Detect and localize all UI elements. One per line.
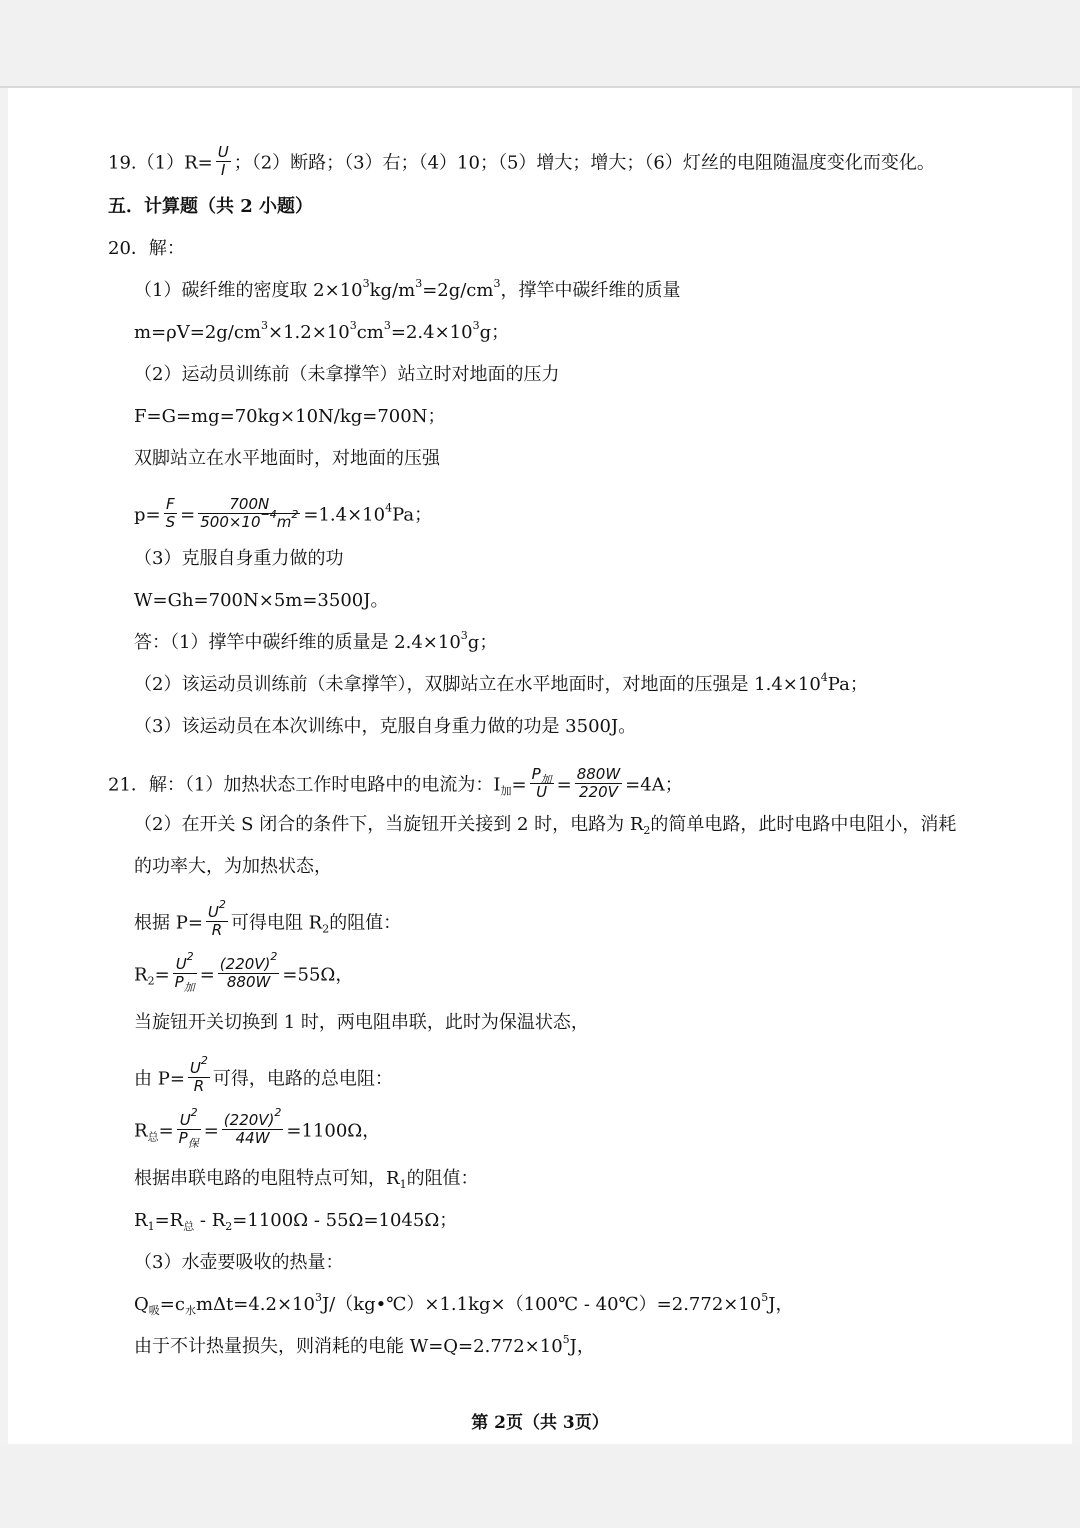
fraction-f-over-s: $\frac{F}{S}$	[165, 495, 176, 531]
q21-total-resistance-formula: $R_总=$ $\frac{U^2}{P_保}$ = $\frac{(220V)^2}{44W}$ =1100Ω，	[134, 1106, 381, 1150]
q20-pressure-text: 双脚站立在水平地面时，对地面的压强	[134, 448, 440, 469]
fraction-u2-over-r-2: $\frac{U^2}{R}$	[189, 1054, 208, 1095]
q21-keep-warm: 当旋钮开关切换到 1 时，两电阻串联，此时为保温状态，	[134, 1012, 589, 1033]
q20-work-formula: W=Gh=700N×5m=3500J。	[134, 590, 389, 611]
q19-answer-line	[108, 143, 935, 181]
page-footer: 第 2页（共 3页）	[471, 1413, 609, 1433]
fraction-u2-over-r: $\frac{U^2}{R}$	[207, 898, 226, 939]
q21-power-formula: 根据 P= $\frac{U^2}{R}$ 可得电阻 $R_2$的阻值：	[134, 898, 402, 939]
q21-energy-formula: 由于不计热量损失，则消耗的电能 $W=Q=2.772\times 10^5J$，	[134, 1333, 595, 1357]
q20-answer-1: 答：（1）撑竿中碳纤维的质量是 $2.4\times 10^3g$；	[134, 629, 498, 653]
q21-step2-cont: 的功率大，为加热状态，	[134, 856, 332, 877]
q19-label: 19.（1）R=	[108, 152, 213, 174]
q20-step2: （2）运动员训练前（未拿撑竿）站立时对地面的压力	[134, 364, 560, 385]
q21-heat-formula: $Q_吸=c_水m\Delta t=4.2\times 10^3J/(kg•℃)\times 1.1kg\times(100℃$ - $40℃)=2.772\times 10^5J$，	[134, 1291, 794, 1317]
fraction-220v2-over-880w: $\frac{(220V)^2}{880W}$	[219, 950, 278, 991]
fraction-p-over-u: $\frac{P_加}{U}$	[531, 765, 552, 801]
q20-pressure-formula: p= $\frac{F}{S}$ = $\frac{700N}{500\times 10^{-4}m^2}$ $=1.4\times 10^4Pa$；	[134, 495, 433, 531]
fraction-880w-220v: $\frac{880W}{220V}$	[576, 765, 621, 801]
fraction-pressure-values: $\frac{700N}{500\times 10^{-4}m^2}$	[200, 495, 299, 531]
q20-step3: （3）克服自身重力做的功	[134, 548, 344, 569]
fraction-u2-over-p-keep: $\frac{U^2}{P_保}$	[178, 1106, 199, 1150]
bottom-margin-band	[0, 1444, 1080, 1528]
q20-heading: 20．解：	[108, 238, 185, 259]
q21-r1-formula: $R_1=R_总 - R_2=1100\Omega - 55\Omega=1045\Omega$；	[134, 1210, 458, 1233]
q19-rest: ；（2）断路；（3）右；（4）10；（5）增大；增大；（6）灯丝的电阻随温度变化而变化。	[233, 152, 935, 174]
q20-answer-2: （2）该运动员训练前（未拿撑竿），双脚站立在水平地面时，对地面的压强是 $1.4\times 10^4Pa$；	[134, 671, 868, 695]
top-margin-band	[0, 0, 1080, 88]
q21-r2-formula: $R_2=$ $\frac{U^2}{P_加}$ = $\frac{(220V)^2}{880W}$ =55Ω，	[134, 950, 354, 994]
q21-series-text: 根据串联电路的电阻特点可知，$R_1$的阻值：	[134, 1168, 479, 1191]
q21-current-line: 21．解：（1）加热状态工作时电路中的电流为：$I_加=$ $\frac{P_加}{U}$ = $\frac{880W}{220V}$ =4A；	[108, 765, 683, 801]
q21-step2: （2）在开关 S 闭合的条件下，当旋钮开关接到 2 时，电路为 $R_2$的简单电路，此时电路中电阻小，消耗	[134, 814, 957, 837]
q20-force-formula: F=G=mg=70kg×10N/kg=700N；	[134, 406, 446, 427]
q21-step3: （3）水壶要吸收的热量：	[134, 1252, 344, 1273]
q20-answer-3: （3）该运动员在本次训练中，克服自身重力做的功是 3500J。	[134, 716, 637, 737]
q21-total-resistance-text: 由 P= $\frac{U^2}{R}$ 可得，电路的总电阻：	[134, 1054, 393, 1095]
q20-mass-formula: $m=\rho V=2g/cm^3\times 1.2\times 10^3cm^3=2.4\times 10^3g$；	[134, 319, 510, 343]
fraction-220v2-over-44w: $\frac{(220V)^2}{44W}$	[223, 1106, 282, 1147]
fraction-u2-over-p-heat: $\frac{U^2}{P_加}$	[174, 950, 195, 994]
section-heading: 五．计算题（共 2 小题）	[108, 196, 314, 217]
q20-step1: （1）碳纤维的密度取 $2\times 10^3kg/m^3=2g/cm^3$，撑竿中碳纤维的质量	[134, 277, 681, 301]
q19-fraction: $\frac{U}{I}$	[217, 143, 229, 179]
